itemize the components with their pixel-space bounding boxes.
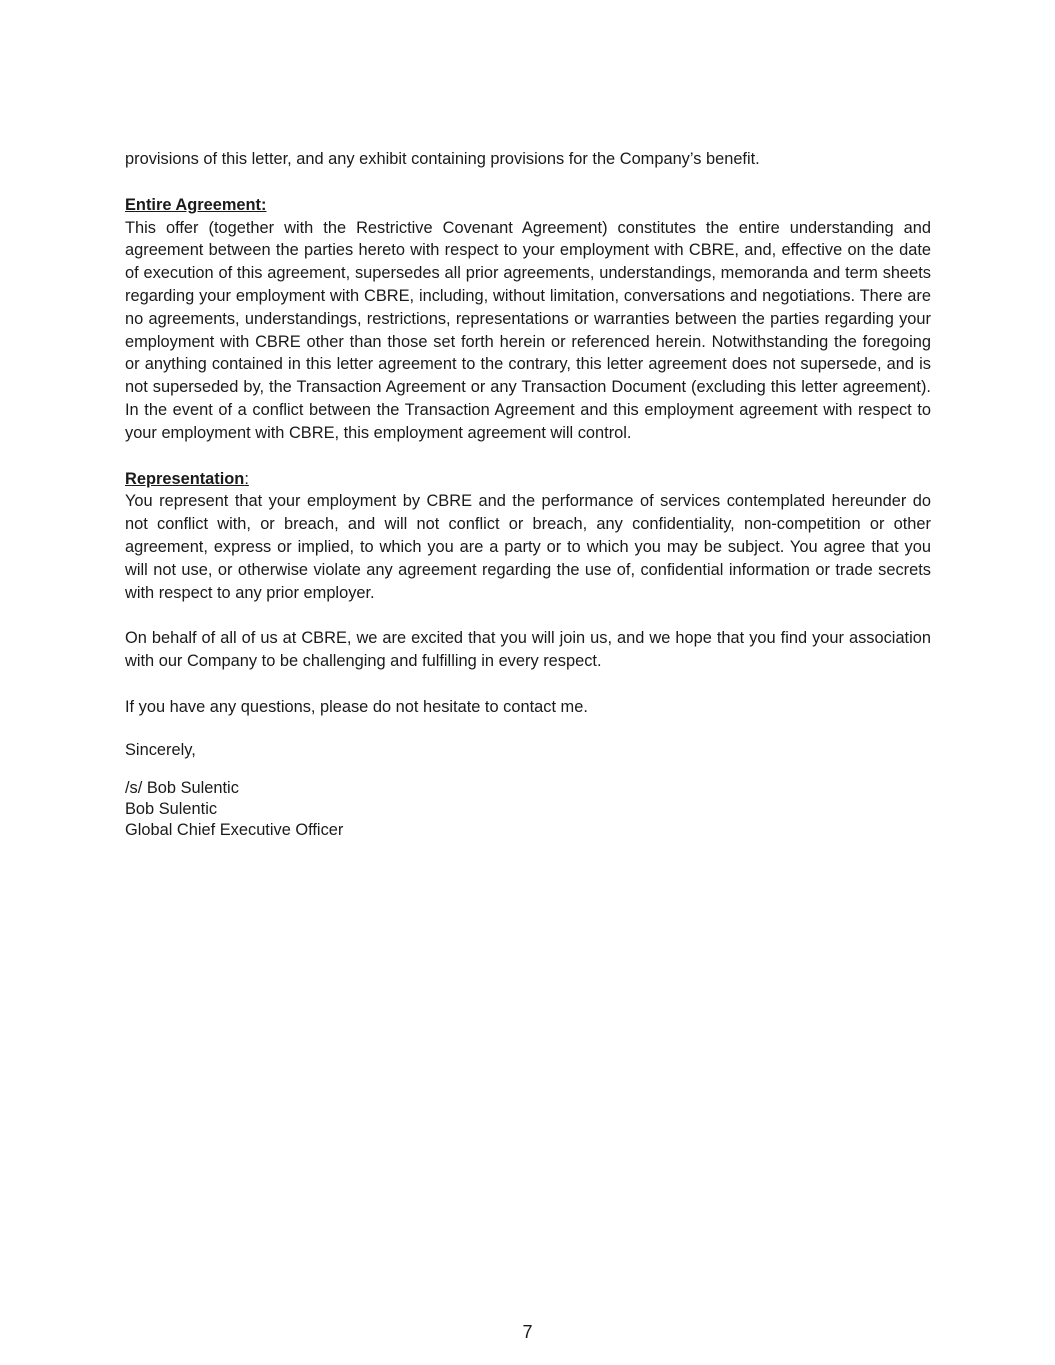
questions-line: If you have any questions, please do not hesitate to contact me. [125,697,588,716]
continuation-paragraph: provisions of this letter, and any exhibit containing provisions for the Company’s benefit. [125,150,760,168]
letter-body [125,148,931,841]
entire-agreement-heading [125,194,931,217]
entire-agreement-heading-text: Entire Agreement: [125,195,267,214]
closing-paragraph: On behalf of all of us at CBRE, we are excited that you will join us, and we hope that you find your association with our Company to be challenging and fulfilling in every respect. [125,629,931,671]
page-number: 7 [522,1322,533,1342]
signature-block [125,778,931,841]
representation-paragraph: You represent that your employment by CBRE and the performance of services contemplated hereunder do not conflict with, or breach, and will not conflict or breach, any confidentiality, non-competition or other agreement, express or implied, to which you are a party or to which you may be subject. You agree that you will not use, or otherwise violate any agreement regarding the use of, confidential information or trade secrets with respect to any prior employer. [125,492,931,602]
signer-title: Global Chief Executive Officer [125,820,344,839]
representation-heading-text: Representation [125,469,245,488]
salutation: Sincerely, [125,740,196,759]
entire-agreement-paragraph: This offer (together with the Restrictive Covenant Agreement) constitutes the entire understanding and agreement between the parties hereto with respect to your employment with CBRE, and, effective on the date of execution of this agreement, supersedes all prior agreements, understandings, memoranda and term sheets regarding your employment with CBRE, including, without limitation, conversations and negotiations. There are no agreements, understandings, restrictions, representations or warranties between the parties regarding your employment with CBRE other than those set forth herein or referenced herein. Notwithstanding the foregoing or anything contained in this letter agreement to the contrary, this letter agreement does not supersede, and is not superseded by, the Transaction Agreement or any Transaction Document (excluding this letter agreement). In the event of a conflict between the Transaction Agreement and this employment agreement with respect to your employment with CBRE, this employment agreement will control. [125,218,931,442]
representation-heading [125,468,931,491]
signer-name: Bob Sulentic [125,799,218,818]
signature-signed-line: /s/ Bob Sulentic [125,778,239,797]
representation-heading-suffix: : [244,469,249,488]
